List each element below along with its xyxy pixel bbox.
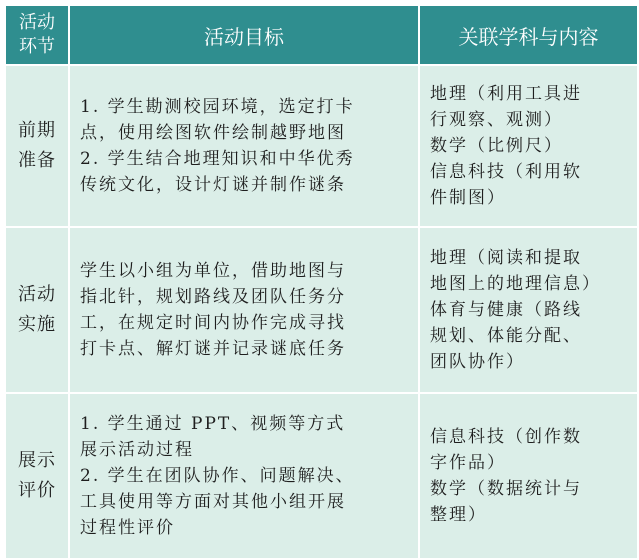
subjects-cell bbox=[419, 393, 638, 559]
stage-line: 前期 bbox=[18, 120, 56, 141]
goal-line: 过程性评价 bbox=[80, 518, 175, 538]
goal-cell bbox=[69, 393, 419, 559]
goal-line: 点，使用绘图软件绘制越野地图 bbox=[80, 123, 346, 143]
subject-line: 体育与健康（路线 bbox=[430, 300, 582, 320]
header-stage bbox=[5, 5, 69, 65]
goal-line: 学生以小组为单位，借助地图与 bbox=[80, 261, 346, 281]
subject-line: 信息科技（创作数 bbox=[430, 427, 582, 447]
goal-line: 工，在规定时间内协作完成寻找 bbox=[80, 313, 346, 333]
stage-line: 展示 bbox=[18, 450, 56, 471]
table-row bbox=[5, 227, 638, 393]
goal-line: 1. 学生勘测校园环境，选定打卡 bbox=[80, 97, 355, 117]
goal-line: 打卡点、解灯谜并记录谜底任务 bbox=[80, 339, 346, 359]
goal-line: 传统文化，设计灯谜并制作谜条 bbox=[80, 175, 346, 195]
goal-line: 2. 学生结合地理知识和中华优秀 bbox=[80, 149, 355, 169]
subject-line: 地理（利用工具进 bbox=[430, 84, 582, 104]
header-row bbox=[5, 5, 638, 65]
stage-cell bbox=[5, 227, 69, 393]
goal-line: 1. 学生通过 PPT、视频等方式 bbox=[80, 414, 346, 434]
header-subjects: 关联学科与内容 bbox=[419, 5, 638, 65]
subject-line: 数学（数据统计与 bbox=[430, 479, 582, 499]
stage-line: 活动 bbox=[18, 284, 56, 305]
stage-line: 准备 bbox=[18, 150, 56, 171]
subject-line: 整理） bbox=[430, 505, 487, 525]
header-stage-line: 环节 bbox=[19, 36, 55, 57]
stage-cell bbox=[5, 65, 69, 227]
header-goal: 活动目标 bbox=[69, 5, 419, 65]
header-stage-line: 活动 bbox=[19, 12, 55, 33]
subject-line: 规划、体能分配、 bbox=[430, 326, 582, 346]
stage-line: 评价 bbox=[18, 480, 56, 501]
subject-line: 团队协作） bbox=[430, 352, 525, 372]
goal-line: 指北针，规划路线及团队任务分 bbox=[80, 287, 346, 307]
table-row bbox=[5, 393, 638, 559]
goal-line: 工具使用等方面对其他小组开展 bbox=[80, 492, 346, 512]
subject-line: 信息科技（利用软 bbox=[430, 162, 582, 182]
subject-line: 地理（阅读和提取 bbox=[430, 248, 582, 268]
stage-line: 实施 bbox=[18, 314, 56, 335]
table-row bbox=[5, 65, 638, 227]
subject-line: 行观察、观测） bbox=[430, 110, 563, 130]
activity-table bbox=[4, 4, 639, 560]
subject-line: 字作品） bbox=[430, 453, 506, 473]
stage-cell bbox=[5, 393, 69, 559]
goal-line: 2. 学生在团队协作、问题解决、 bbox=[80, 466, 355, 486]
goal-cell bbox=[69, 65, 419, 227]
subject-line: 数学（比例尺） bbox=[430, 136, 563, 156]
subject-line: 件制图） bbox=[430, 188, 506, 208]
subject-line: 地图上的地理信息） bbox=[430, 274, 601, 294]
subjects-cell bbox=[419, 65, 638, 227]
goal-line: 展示活动过程 bbox=[80, 440, 194, 460]
subjects-cell bbox=[419, 227, 638, 393]
goal-cell bbox=[69, 227, 419, 393]
